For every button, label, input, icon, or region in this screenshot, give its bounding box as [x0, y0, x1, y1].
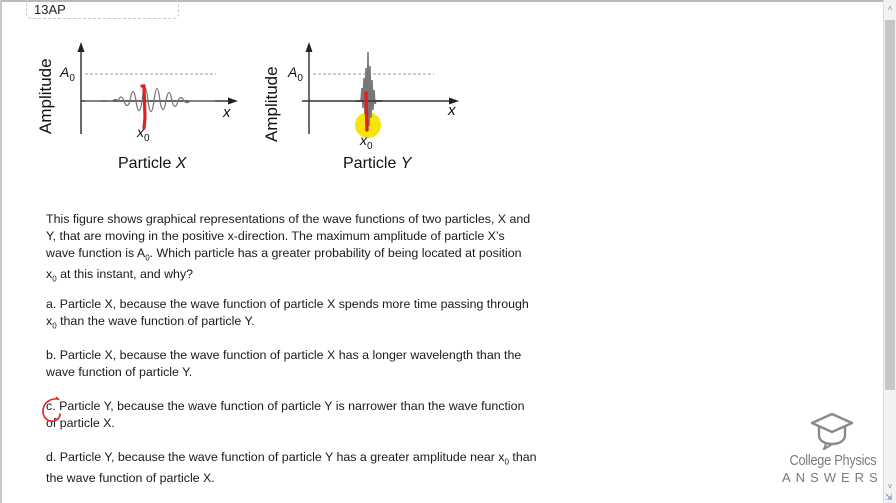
stem-line: This figure shows graphical representations of the wave functions of two particles, X and — [46, 212, 531, 226]
option-a — [46, 296, 586, 334]
figure-caption: Particle X — [118, 155, 187, 172]
scroll-down-arrow-icon[interactable]: ˅ — [887, 482, 893, 491]
y-axis-label: Amplitude — [262, 66, 281, 142]
option-text: d. Particle Y, because the wave function of particle Y has a greater amplitude near $x_0$ than — [46, 450, 537, 467]
figure-caption: Particle Y — [343, 155, 412, 172]
scrollbar-thumb[interactable] — [885, 20, 895, 390]
option-text: the wave function of particle X. — [46, 471, 215, 486]
college-physics-answers-logo — [782, 410, 882, 490]
question-stem — [46, 211, 586, 288]
figure-particle-x — [30, 38, 250, 178]
position-label: $x_0$ — [137, 124, 150, 144]
option-text: b. Particle X, because the wave function of particle X has a longer wavelength than the — [46, 348, 522, 362]
document-title: 13AP — [34, 2, 66, 17]
answer-circle-mark — [39, 396, 65, 432]
option-text: $x_0$ than the wave function of particle Y. — [46, 314, 255, 331]
graduation-cap-icon — [782, 410, 882, 450]
window-left-border — [0, 0, 2, 503]
logo-line1: College Physics — [789, 452, 877, 469]
x-axis-label: x — [448, 102, 456, 119]
amplitude-label: $A_0$ — [288, 64, 303, 84]
scroll-up-arrow-icon[interactable]: ˄ — [887, 4, 893, 13]
stem-line: Y, that are moving in the positive x-direction. The maximum amplitude of particle X’s — [46, 229, 505, 243]
y-axis-label: Amplitude — [36, 58, 55, 134]
position-label: $x_0$ — [360, 132, 373, 152]
x-axis-label: x — [223, 104, 231, 121]
logo-line2: ANSWERS — [782, 470, 883, 485]
option-b — [46, 347, 586, 381]
option-text: c. Particle Y, because the wave function of particle Y is narrower than the wave function — [46, 399, 525, 413]
figure-particle-y — [258, 38, 478, 178]
option-text: of particle X. — [46, 416, 115, 430]
option-c — [46, 398, 586, 432]
stem-line: $x_0$ at this instant, and why? — [46, 267, 194, 284]
stem-line: wave function is $A_0$. Which particle has a greater probability of being located at position — [46, 246, 522, 263]
amplitude-label: $A_0$ — [60, 64, 75, 84]
resize-grip-icon[interactable]: ⇲ — [885, 492, 893, 502]
vertical-scrollbar[interactable] — [883, 0, 896, 503]
option-d — [46, 449, 586, 487]
document-title-box — [26, 0, 179, 19]
option-text: wave function of particle Y. — [46, 365, 193, 379]
option-text: a. Particle X, because the wave function of particle X spends more time passing through — [46, 297, 529, 311]
